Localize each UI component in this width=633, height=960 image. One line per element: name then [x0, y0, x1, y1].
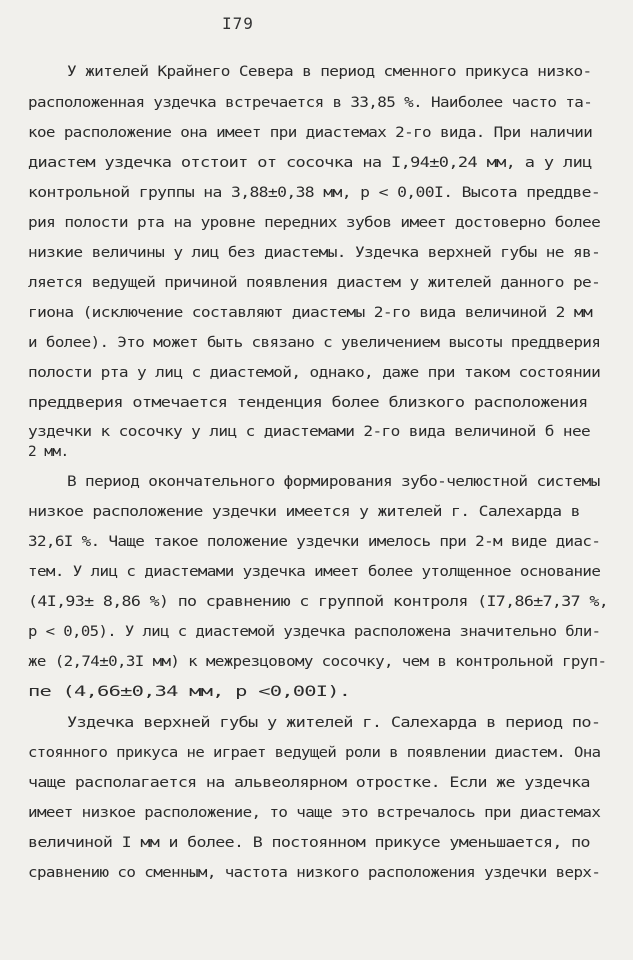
text-line: величиной I мм и более. В постоянном прикусе уменьшается, по: [28, 835, 590, 851]
text-line: (4I,93± 8,86 %) по сравнению с группой контроля (I7,86±7,37 %,: [28, 594, 609, 610]
text-line: низкие величины у лиц без диастемы. Уздечка верхней губы не яв-: [28, 245, 601, 261]
text-line: сравнению со сменным, частота низкого расположения уздечки верх-: [28, 865, 601, 881]
text-line: ляется ведущей причиной появления диастем у жителей данного ре-: [28, 275, 601, 291]
text-line: полости рта у лиц с диастемой, однако, даже при таком состоянии: [28, 365, 601, 381]
text-line: пе (4,66±0,34 мм, р <0,00I).: [28, 684, 351, 700]
text-line: Уздечка верхней губы у жителей г. Салехарда в период по-: [67, 715, 601, 731]
text-line: стоянного прикуса не играет ведущей роли в появлении диастем. Она: [28, 745, 601, 761]
text-line: низкое расположение уздечки имеется у жителей г. Салехарда в: [28, 504, 580, 520]
text-line: преддверия отмечается тенденция более близкого расположения: [28, 395, 588, 411]
text-line: контрольной группы на 3,88±0,38 мм, р < 0,00I. Высота преддве-: [28, 185, 601, 201]
text-line: рия полости рта на уровне передних зубов имеет достоверно более: [28, 215, 601, 231]
text-line: 2 мм.: [28, 444, 69, 460]
text-line: В период окончательного формирования зубо-челюстной системы: [67, 474, 600, 490]
text-line: диастем уздечка отстоит от сосочка на I,94±0,24 мм, а у лиц: [28, 155, 592, 171]
text-line: расположенная уздечка встречается в 33,85 %. Наиболее часто та-: [28, 95, 593, 111]
text-line: гиона (исключение составляют диастемы 2-го вида величиной 2 мм: [28, 305, 593, 321]
text-line: же (2,74±0,3I мм) к межрезцовому сосочку, чем в контрольной груп-: [28, 654, 607, 670]
text-line: уздечки к сосочку у лиц с диастемами 2-го вида величиной б нее: [28, 424, 591, 440]
text-line: 32,6I %. Чаще такое положение уздечки имелось при 2-м виде диас-: [28, 534, 601, 550]
text-line: имеет низкое расположение, то чаще это встречалось при диастемах: [28, 805, 601, 821]
text-line: У жителей Крайнего Севера в период сменного прикуса низко-: [67, 64, 592, 80]
text-line: и более). Это может быть связано с увеличением высоты преддверия: [28, 335, 601, 351]
text-line: тем. У лиц с диастемами уздечка имеет более утолщенное основание: [28, 564, 601, 580]
page-number: I79: [222, 14, 254, 33]
text-line: кое расположение она имеет при диастемах 2-го вида. При наличии: [28, 125, 593, 141]
text-line: чаще располагается на альвеолярном отростке. Если же уздечка: [28, 775, 590, 791]
text-line: р < 0,05). У лиц с диастемой уздечка расположена значительно бли-: [28, 624, 601, 640]
